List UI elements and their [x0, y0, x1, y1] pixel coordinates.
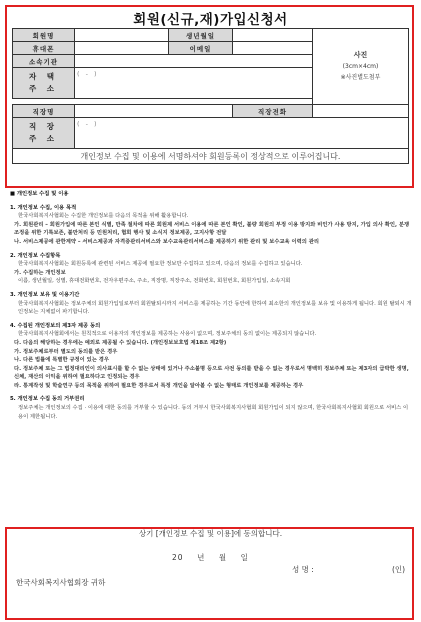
- mobile-label: 휴대폰: [13, 42, 75, 55]
- home-address-field[interactable]: [75, 68, 313, 99]
- privacy-paragraph: 한국사회복지사협회는 회원등록에 관련된 서비스 제공에 필요한 정보만 수집하고 있으며, 다음의 정보를 수집하고 있습니다.: [18, 261, 303, 268]
- email-label: 이메일: [169, 42, 233, 55]
- workplace-field[interactable]: [75, 105, 233, 118]
- privacy-heading: ■ 개인정보 수집 및 이용: [10, 191, 69, 197]
- birth-label: 생년월일: [169, 29, 233, 42]
- mobile-field[interactable]: [75, 42, 169, 55]
- affiliation-label: 소속기관: [13, 55, 75, 68]
- agree-statement: 상기 [개인정보 수집 및 이용]에 동의합니다.: [138, 529, 283, 538]
- privacy-section-title: 1. 개인정보 수집, 이용 목적: [10, 204, 77, 211]
- seal-mark[interactable]: (인): [392, 565, 406, 574]
- privacy-paragraph: 가. 정보주체로부터 별도의 동의를 받은 경우: [14, 348, 118, 355]
- date-line[interactable]: 20 년 월 일: [172, 553, 249, 562]
- work-address-label: 직 장 주 소: [13, 118, 75, 149]
- privacy-section-title: 4. 수집된 개인정보의 제3자 제공 동의: [10, 322, 101, 329]
- photo-size: (3cm×4cm): [342, 63, 379, 70]
- privacy-paragraph: 나. 다른 법률에 특별한 규정이 있는 경우: [14, 357, 109, 364]
- recipient-line: 한국사회복지사협회장 귀하: [16, 578, 106, 587]
- work-phone-field[interactable]: [313, 105, 409, 118]
- signature-label: 성 명 :: [292, 565, 314, 574]
- consent-notice: 개인정보 수집 및 이용에 서명하셔야 회원등록이 정상적으로 이루어집니다.: [13, 149, 409, 164]
- form-title: 회원(신규,재)가입신청서: [133, 12, 288, 28]
- name-field[interactable]: [75, 29, 169, 42]
- privacy-paragraph: 한국사회복지사협회에서는 원칙적으로 이용자의 개인정보를 제공하는 사용이 없으며, 정보주체의 동의 없이는 제공되지 않습니다.: [18, 331, 317, 338]
- privacy-section-title: 3. 개인정보 보유 및 이용기간: [10, 291, 80, 298]
- privacy-paragraph: 나. 서비스제공에 관한계약 – 서비스제공과 자격증관리서비스와 보수교육관리서비스를 제공하기 위한 관리 및 보수교육 이력의 관리: [14, 238, 319, 245]
- work-phone-placeholder: ( - ): [77, 120, 99, 128]
- privacy-paragraph: 다. 정보주체 또는 그 법정대리인이 의사표시를 할 수 없는 상태에 있거나 주소불명 등으로 사전 동의를 받을 수 없는 경우로서 명백히 정보주체 또는 제3자의 급박한 생명, 신체, 재산의 이익을 위하여 필요하다고 인정되는 경우: [14, 365, 409, 381]
- photo-box[interactable]: [313, 29, 409, 105]
- privacy-paragraph: 한국사회복지사협회는 수집한 개인정보를 다음의 목적을 위해 활용합니다.: [18, 213, 189, 220]
- privacy-section: [10, 190, 412, 421]
- privacy-section-title: 5. 개인정보 수집 동의 거부권리: [10, 396, 85, 403]
- work-address-field[interactable]: [75, 118, 409, 149]
- birth-field[interactable]: [233, 29, 313, 42]
- home-address-label: 자 택 주 소: [13, 68, 75, 99]
- privacy-paragraph: 가. 회원관리 – 회원가입에 따른 본인 식별, 만족 절차에 따른 회원제 서비스 이용에 따른 본인 확인, 불량 회원의 부정 이용 방지와 비인가 사용 방지, 가입 의사 확인, 분쟁 조정을 위한 기록보존, 불만처리 등 민원처리, 협회 행사 및 소식지 정보제공, 고지사항 전달: [14, 221, 410, 237]
- affiliation-field[interactable]: [75, 55, 313, 68]
- privacy-paragraph: 이름, 생년월일, 성별, 휴대전화번호, 전자우편주소, 주소, 직장명, 직장주소, 전화번호, 회원번호, 회원가입일, 소속지회: [18, 278, 291, 285]
- privacy-section-title: 2. 개인정보 수집항목: [10, 252, 61, 259]
- photo-note: ※사진별도첨부: [340, 74, 381, 81]
- privacy-paragraph: 다. 다음의 해당하는 경우에는 예외로 제공될 수 있습니다. (개인정보보호법 제18조 제2항): [14, 339, 227, 346]
- privacy-paragraph: 한국사회복지사협회는 정보주체의 회원가입일로부터 회원탈퇴시까지 서비스를 제공하는 기간 동안에 한하여 최소한의 개인정보를 보유 및 이용하게 됩니다. 회원 탈퇴시 개인정보는 지체없이 파기합니다.: [18, 300, 412, 316]
- member-form-table: [12, 28, 409, 164]
- photo-label: 사진: [353, 51, 368, 59]
- name-label: 회원명: [13, 29, 75, 42]
- workplace-label: 직장명: [13, 105, 75, 118]
- work-phone-label: 직장전화: [233, 105, 313, 118]
- email-field[interactable]: [233, 42, 313, 55]
- home-phone-placeholder: ( - ): [77, 70, 99, 78]
- privacy-paragraph: 정보주체는 개인정보의 수집 · 이용에 대한 동의를 거부할 수 있습니다. 동의 거부시 한국사회복지사협회 회원가입이 되지 않으며, 한국사회복지사협회 회원으로 서비스 이용이 제한됩니다.: [18, 405, 409, 420]
- privacy-paragraph: 라. 통계작성 및 학술연구 등의 목적을 위하여 필요한 경우로서 특정 개인을 알아볼 수 없는 형태로 개인정보를 제공하는 경우: [14, 382, 304, 389]
- privacy-paragraph: 가. 수집하는 개인정보: [14, 269, 66, 276]
